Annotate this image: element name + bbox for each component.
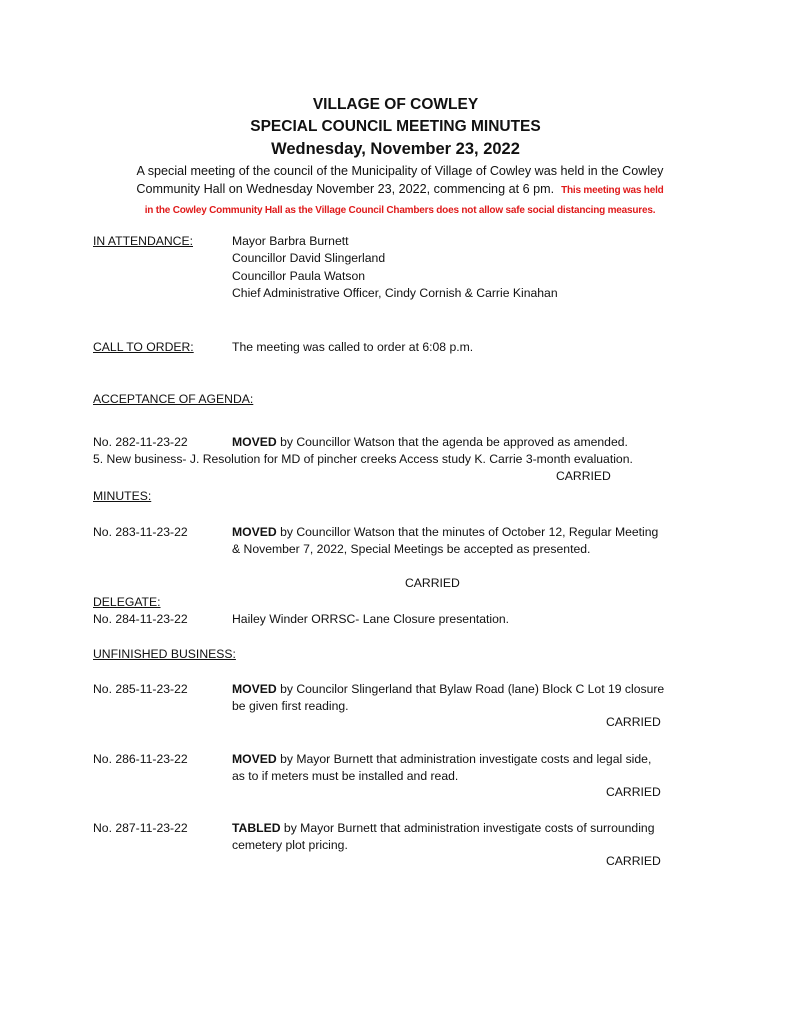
motion-text — [232, 434, 628, 451]
minutes-heading: MINUTES: — [93, 489, 152, 503]
intro-paragraph — [80, 162, 720, 220]
motion-number: No. 283-11-23-22 — [93, 525, 188, 539]
motion-number: No. 286-11-23-22 — [93, 752, 188, 766]
intro-line1: A special meeting of the council of the Municipality of Village of Cowley was held in the Cowley — [136, 164, 664, 178]
call-to-order-heading: CALL TO ORDER: — [93, 340, 194, 354]
delegate-text: Hailey Winder ORRSC- Lane Closure presentation. — [232, 612, 510, 626]
attendee: Councillor David Slingerland — [232, 251, 386, 265]
motion-text — [232, 681, 664, 698]
carried-label: CARRIED — [606, 785, 661, 799]
motion-body: by Councillor Watson that the agenda be approved as amended. — [276, 435, 628, 449]
red-note-line2: in the Cowley Community Hall as the Village Council Chambers does not allow safe social distancing measures. — [144, 205, 656, 216]
motion-body: by Councilor Slingerland that Bylaw Road (lane) Block C Lot 19 closure — [276, 682, 665, 696]
motion-body: by Mayor Burnett that administration investigate costs of surrounding — [280, 821, 655, 835]
carried-label: CARRIED — [405, 576, 460, 590]
motion-text — [232, 751, 651, 768]
motion-verb: MOVED — [232, 682, 277, 696]
meeting-date: Wednesday, November 23, 2022 — [271, 140, 520, 158]
intro-line2: Community Hall on Wednesday November 23, 2022, commencing at 6 pm. — [136, 182, 555, 196]
motion-verb: TABLED — [232, 821, 281, 835]
carried-label: CARRIED — [606, 854, 661, 868]
document-title: SPECIAL COUNCIL MEETING MINUTES — [250, 118, 541, 135]
motion-text — [232, 524, 658, 541]
motion-body: by Mayor Burnett that administration investigate costs and legal side, — [276, 752, 652, 766]
attendee: Mayor Barbra Burnett — [232, 234, 349, 248]
carried-label: CARRIED — [556, 469, 611, 483]
village-title: VILLAGE OF COWLEY — [312, 96, 479, 113]
motion-text-cont: & November 7, 2022, Special Meetings be accepted as presented. — [232, 542, 591, 556]
agenda-heading: ACCEPTANCE OF AGENDA: — [93, 392, 254, 406]
attendee: Councillor Paula Watson — [232, 269, 365, 283]
motion-text-cont: as to if meters must be installed and read. — [232, 769, 459, 783]
motion-verb: MOVED — [232, 525, 277, 539]
carried-label: CARRIED — [606, 715, 661, 729]
delegate-heading: DELEGATE: — [93, 595, 161, 609]
motion-number: No. 282-11-23-22 — [93, 435, 188, 449]
motion-verb: MOVED — [232, 435, 277, 449]
attendee: Chief Administrative Officer, Cindy Cornish & Carrie Kinahan — [232, 286, 558, 300]
motion-text-cont: cemetery plot pricing. — [232, 838, 348, 852]
attendance-heading: IN ATTENDANCE: — [93, 234, 193, 248]
motion-number: No. 285-11-23-22 — [93, 682, 188, 696]
motion-text-cont: be given first reading. — [232, 699, 349, 713]
motion-number: No. 284-11-23-22 — [93, 612, 188, 626]
motion-number: No. 287-11-23-22 — [93, 821, 188, 835]
motion-body: by Councillor Watson that the minutes of October 12, Regular Meeting — [276, 525, 659, 539]
red-note-line1: This meeting was held — [561, 185, 664, 196]
agenda-amendment: 5. New business- J. Resolution for MD of pincher creeks Access study K. Carrie 3-month evaluation. — [93, 452, 633, 466]
call-to-order-text: The meeting was called to order at 6:08 p.m. — [232, 340, 474, 354]
unfinished-business-heading: UNFINISHED BUSINESS: — [93, 647, 236, 661]
motion-text — [232, 820, 654, 837]
motion-verb: MOVED — [232, 752, 277, 766]
